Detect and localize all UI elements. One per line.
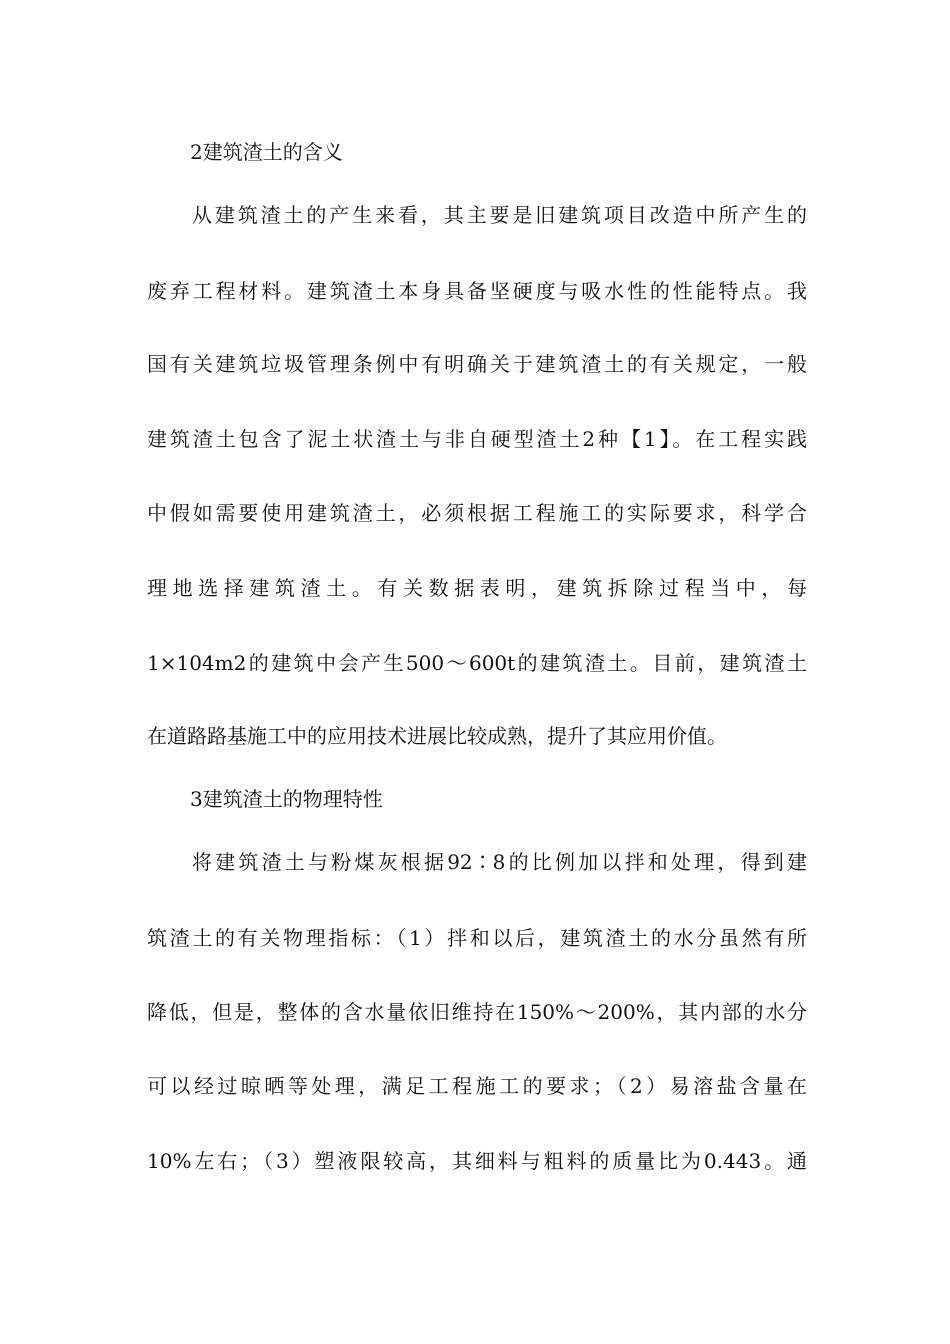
paragraph-line: 将建筑渣土与粉煤灰根据92∶8的比例加以拌和处理，得到建 — [192, 850, 807, 874]
paragraph-line: 建筑渣土包含了泥土状渣土与非自硬型渣土2种【1】。在工程实践 — [147, 427, 807, 451]
paragraph-line: 可以经过晾晒等处理，满足工程施工的要求；（2）易溶盐含量在 — [147, 1074, 807, 1098]
section-heading-2: 2建筑渣土的含义 — [190, 140, 343, 164]
paragraph-line: 国有关建筑垃圾管理条例中有明确关于建筑渣土的有关规定，一般 — [147, 352, 807, 376]
paragraph-line: 理地选择建筑渣土。有关数据表明，建筑拆除过程当中，每 — [147, 576, 807, 600]
paragraph-line: 筑渣土的有关物理指标：（1）拌和以后，建筑渣土的水分虽然有所 — [147, 926, 807, 950]
paragraph-line: 废弃工程材料。建筑渣土本身具备坚硬度与吸水性的性能特点。我 — [147, 279, 807, 303]
paragraph-line: 从建筑渣土的产生来看，其主要是旧建筑项目改造中所产生的 — [192, 203, 807, 227]
paragraph-line: 降低，但是，整体的含水量依旧维持在150%～200%，其内部的水分 — [147, 1000, 807, 1024]
paragraph-line: 1×104m2的建筑中会产生500～600t的建筑渣土。目前，建筑渣土 — [147, 651, 807, 675]
paragraph-line: 在道路路基施工中的应用技术进展比较成熟，提升了其应用价值。 — [147, 724, 727, 748]
paragraph-line: 10%左右；（3）塑液限较高，其细料与粗料的质量比为0.443。通 — [147, 1149, 807, 1173]
paragraph-line: 中假如需要使用建筑渣土，必须根据工程施工的实际要求，科学合 — [147, 501, 807, 525]
section-heading-3: 3建筑渣土的物理特性 — [190, 787, 383, 811]
